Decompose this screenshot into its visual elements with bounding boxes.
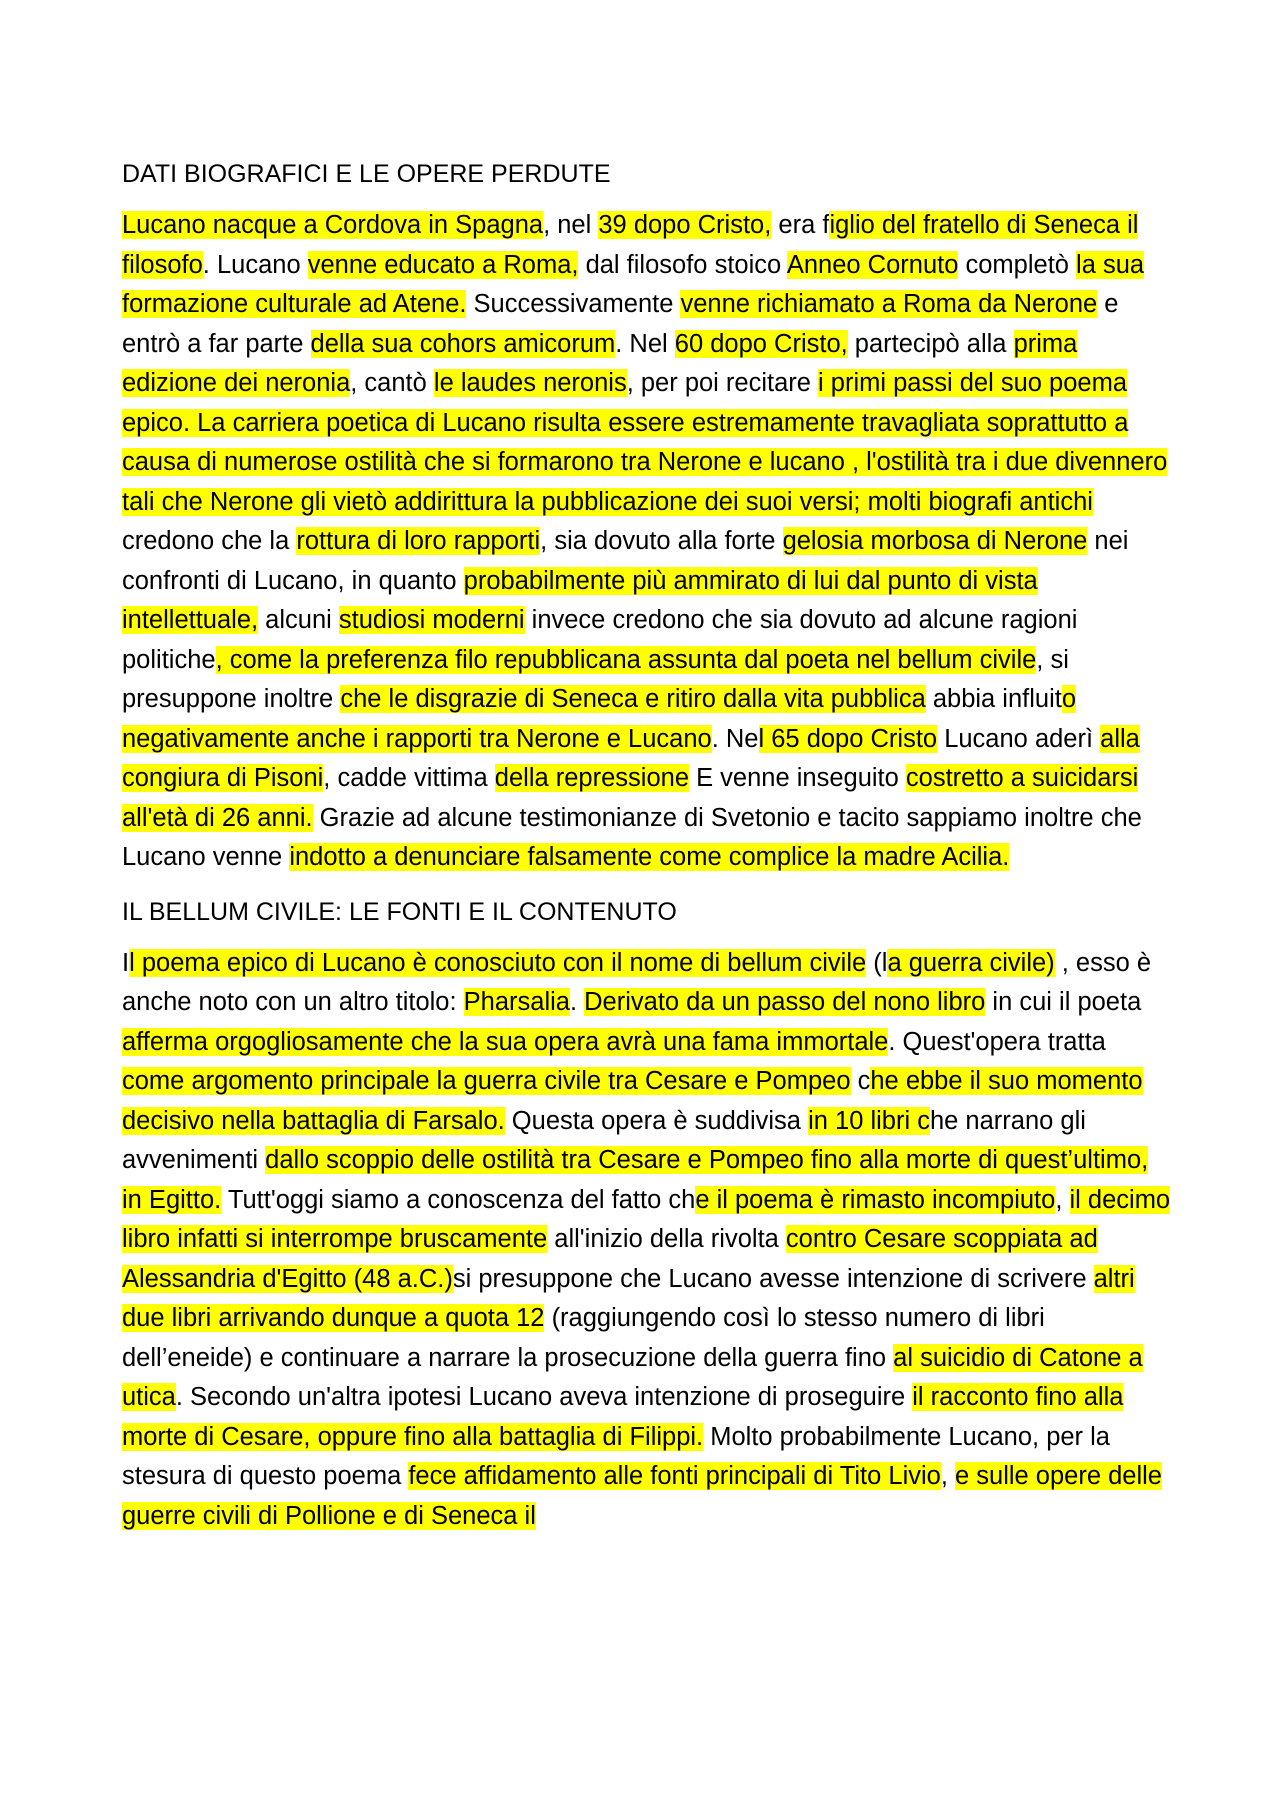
text-run: . Quest'opera tratta <box>888 1027 1106 1056</box>
highlighted-text: che le disgrazie di Seneca e ritiro dalla vita pubblica <box>340 685 926 713</box>
text-run: . Lucano <box>202 250 308 279</box>
text-run: . <box>569 988 585 1016</box>
highlighted-text: costretto a suicidarsi all'età di 26 anni. <box>122 764 1139 832</box>
highlighted-text: Derivato da un passo del nono libro <box>584 988 986 1016</box>
text-run: , esso è anche noto con un altro titolo: <box>122 948 1152 1016</box>
highlighted-text: le laudes neronis <box>433 369 627 397</box>
highlighted-text: il racconto fino alla morte di Cesare, oppure fino alla battaglia di Filippi. <box>122 1383 1124 1451</box>
text-run: , per poi recitare <box>626 369 819 397</box>
highlighted-text: 39 dopo Cristo, <box>598 211 772 239</box>
highlighted-text: i primi passi del suo poema epico. La carriera poetica di Lucano risulta essere estremamente travagliata soprattutto a causa di numerose ostilità che si formarono tra Nerone e lucano , l'ostilità tra i due divennero tali che Nerone gli vietò addirittura la pubblicazione dei suoi versi; molti biografi antichi <box>122 369 1168 516</box>
highlighted-text: prima edizione dei neronia <box>122 329 1078 397</box>
highlighted-text: l 65 dopo Cristo <box>758 724 938 753</box>
text-run: era f <box>771 211 830 239</box>
text-run: partecipò alla <box>847 329 1014 358</box>
text-run: e entrò a far parte <box>122 290 1119 358</box>
text-run: dal filosofo stoico <box>578 250 787 279</box>
text-run: (l <box>866 948 888 977</box>
text-run: , cantò <box>350 369 434 397</box>
highlighted-text: 60 dopo Cristo, <box>674 329 848 358</box>
text-run: . Nel <box>615 329 675 358</box>
text-run: , <box>940 1462 956 1490</box>
text-run: E venne inseguito <box>689 764 906 792</box>
text-run: , nel <box>543 211 599 239</box>
highlighted-text: iglio del fratello di Seneca il filosofo <box>122 211 1139 279</box>
highlighted-text: della repressione <box>494 764 689 792</box>
highlighted-text: altri due libri arrivando dunque a quota 12 <box>122 1264 1135 1332</box>
highlighted-text: il decimo libro infatti si interrompe bruscamente <box>122 1185 1171 1253</box>
highlighted-text: al suicidio di Catone a utica <box>122 1343 1143 1411</box>
text-run: Molto probabilmente Lucano, per la stesura di questo poema <box>122 1422 1110 1490</box>
highlighted-text: fece affidamento alle fonti principali di Tito Livio <box>408 1462 941 1490</box>
text-run: in cui il poeta <box>985 988 1142 1016</box>
text-run: , si presuppone inoltre <box>122 645 1069 713</box>
text-run: (raggiungendo così lo stesso numero di libri dell’eneide) e continuare a narrare la prosecuzione della guerra fino <box>122 1304 1045 1372</box>
highlighted-text: rottura di loro rapporti <box>296 527 541 555</box>
text-run: , sia dovuto alla forte <box>540 527 783 555</box>
text-run: he narrano gli avvenimenti <box>122 1106 1086 1174</box>
text-run: I <box>122 948 130 977</box>
text-run: Grazie ad alcune testimonianze di Svetonio e tacito sappiamo inoltre che Lucano venne <box>122 803 1142 871</box>
highlighted-text: l poema epico di Lucano è conosciuto con il nome di bellum civile <box>129 948 867 977</box>
text-run: alcuni <box>258 606 339 634</box>
document-body <box>122 154 1172 1550</box>
highlighted-text: afferma orgogliosamente che la sua opera avrà una fama immortale <box>122 1027 889 1056</box>
highlighted-text: Anneo Cornuto <box>786 250 959 279</box>
section-title-biography: DATI BIOGRAFICI E LE OPERE PERDUTE <box>122 160 611 188</box>
text-run: credono che la <box>122 527 297 555</box>
text-run: Questa opera è suddivisa <box>504 1106 809 1135</box>
highlighted-text: della sua cohors amicorum <box>310 329 616 358</box>
text-run: . Ne <box>711 724 759 753</box>
text-run: . Secondo un'altra ipotesi Lucano aveva intenzione di proseguire <box>175 1383 913 1411</box>
highlighted-text: dallo scoppio delle ostilità tra Cesare e Pompeo fino alla morte di quest’ultimo, in Egitto. <box>122 1146 1149 1214</box>
highlighted-text: Pharsalia <box>463 988 570 1016</box>
highlighted-text: venne richiamato a Roma da Nerone <box>680 290 1098 318</box>
highlighted-text: alla congiura di Pisoni <box>122 724 1140 792</box>
text-run: c <box>850 1067 871 1095</box>
highlighted-text: contro Cesare scoppiata ad Alessandria d'Egitto (48 a.C.) <box>122 1225 1098 1293</box>
text-run: si presuppone che Lucano avesse intenzione di scrivere <box>452 1264 1094 1293</box>
text-run: nei confronti di Lucano, in quanto <box>122 527 1129 595</box>
highlighted-text: o negativamente anche i rapporti tra Nerone e Lucano <box>122 685 1077 753</box>
highlighted-text: e il poema è rimasto incompiuto <box>695 1185 1056 1214</box>
text-run: all'inizio della rivolta <box>547 1225 786 1253</box>
highlighted-text: he ebbe il suo momento decisivo nella battaglia di Farsalo. <box>122 1067 1143 1135</box>
highlighted-text: Lucano nacque a Cordova in Spagna <box>122 211 544 239</box>
highlighted-text: e sulle opere delle guerre civili di Pollione e di Seneca il <box>122 1462 1162 1530</box>
paragraph-bellum-civile <box>122 944 1172 1537</box>
text-run: invece credono che sia dovuto ad alcune ragioni politiche <box>122 606 1078 674</box>
text-run: abbia influit <box>925 685 1062 713</box>
text-run: completò <box>958 250 1077 279</box>
highlighted-text: gelosia morbosa di Nerone <box>782 527 1088 555</box>
text-run: Successivamente <box>466 290 681 318</box>
text-run: Lucano aderì <box>937 724 1101 753</box>
text-run: Tutt'oggi siamo a conoscenza del fatto ch <box>221 1185 696 1214</box>
highlighted-text: probabilmente più ammirato di lui dal punto di vista intellettuale, <box>122 566 1038 634</box>
text-run: , cadde vittima <box>323 764 495 792</box>
highlighted-text: indotto a denunciare falsamente come complice la madre Acilia. <box>289 843 1010 871</box>
highlighted-text: come argomento principale la guerra civile tra Cesare e Pompeo <box>122 1067 851 1095</box>
highlighted-text: la sua formazione culturale ad Atene. <box>122 250 1145 318</box>
highlighted-text: venne educato a Roma, <box>307 250 579 279</box>
highlighted-text: studiosi moderni <box>338 606 525 634</box>
highlighted-text: , come la preferenza filo repubblicana assunta dal poeta nel bellum civile <box>215 645 1037 674</box>
paragraph-biography <box>122 206 1172 878</box>
text-run: , <box>1055 1185 1070 1214</box>
section-title-bellum-civile: IL BELLUM CIVILE: LE FONTI E IL CONTENUTO <box>122 897 677 926</box>
highlighted-text: a guerra civile) <box>887 948 1055 977</box>
highlighted-text: in 10 libri c <box>808 1106 930 1135</box>
